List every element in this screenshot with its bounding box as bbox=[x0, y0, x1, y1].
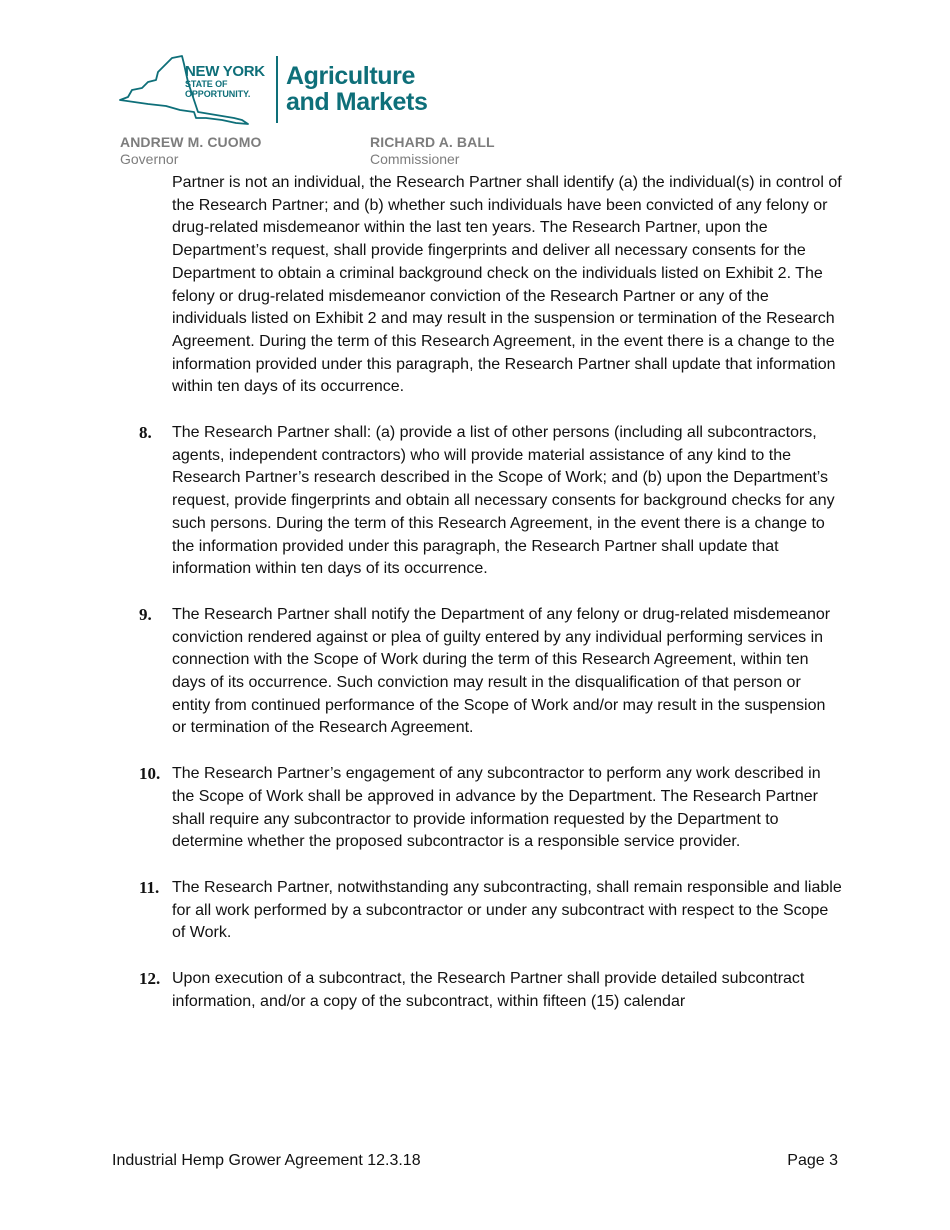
letterhead bbox=[118, 54, 538, 169]
document-body bbox=[0, 172, 950, 1037]
official-role: Governor bbox=[120, 151, 179, 167]
list-item-10 bbox=[139, 763, 842, 854]
item-number: 12. bbox=[139, 969, 161, 989]
agency-line-2: and Markets bbox=[286, 88, 428, 116]
official-governor bbox=[120, 134, 262, 167]
footer-document-title: Industrial Hemp Grower Agreement 12.3.18 bbox=[112, 1152, 421, 1169]
wordmark-line-1: NEW YORK bbox=[185, 63, 265, 80]
item-text: The Research Partner, notwithstanding any subcontracting, shall remain responsible and liable for all work performed by a subcontractor or under any subcontract with respect to the Scope of Work. bbox=[172, 878, 842, 942]
official-role: Commissioner bbox=[370, 151, 460, 167]
item-number: 9. bbox=[139, 604, 152, 624]
list-item-11 bbox=[139, 877, 842, 945]
item-number: 8. bbox=[139, 423, 152, 443]
item-text: The Research Partner’s engagement of any subcontractor to perform any work described in the Scope of Work shall be approved in advance by the Department. The Research Partner shall require any subcontractor to provide information requested by the Department to determine whether the proposed subcontractor is a responsible service provider. bbox=[172, 765, 821, 851]
wordmark-line-2: STATE OF bbox=[185, 79, 228, 89]
agency-line-1: Agriculture bbox=[286, 62, 415, 90]
letterhead-divider bbox=[276, 56, 278, 123]
list-item-12 bbox=[139, 968, 842, 1013]
list-item-8 bbox=[139, 422, 842, 581]
item-number: 11. bbox=[139, 877, 160, 897]
agency-name bbox=[286, 63, 428, 115]
list-item-9 bbox=[139, 604, 842, 740]
wordmark-line-3: OPPORTUNITY. bbox=[185, 89, 251, 99]
item-text: Upon execution of a subcontract, the Research Partner shall provide detailed subcontract information, and/or a copy of the subcontract, within fifteen (15) calendar bbox=[172, 970, 805, 1010]
ny-state-wordmark bbox=[185, 64, 265, 99]
item-number: 10. bbox=[139, 764, 161, 784]
item-text: The Research Partner shall notify the Department of any felony or drug-related misdemeanor conviction rendered against or plea of guilty entered by any individual performing services in connection with the Scope of Work during the term of this Research Agreement, within ten days of its occurrence. Such conviction may result in the disqualification of that person or entity from continued performance of the Scope of Work and/or may result in the suspension or termination of the Research Agreement. bbox=[172, 605, 831, 737]
official-name: RICHARD A. BALL bbox=[370, 134, 495, 150]
item-text: The Research Partner shall: (a) provide a list of other persons (including all subcontractors, agents, independent contractors) who will provide material assistance of any kind to the Research Partner’s research described in the Scope of Work; and (b) upon the Department’s request, provide fingerprints and obtain all necessary consents for background checks for any such persons. During the term of this Research Agreement, in the event there is a change to the information provided under this paragraph, the Research Partner shall update that information within ten days of its occurrence. bbox=[172, 424, 835, 578]
official-name: ANDREW M. CUOMO bbox=[120, 134, 262, 150]
continuation-paragraph: Partner is not an individual, the Research Partner shall identify (a) the individual(s) in control of the Research Partner; and (b) whether such individuals have been convicted of any felony or drug-related misdemeanor within the last ten years. The Research Partner, upon the Department’s request, shall provide fingerprints and deliver all necessary consents for the Department to obtain a criminal background check on the individuals listed on Exhibit 2. The felony or drug-related misdemeanor conviction of the Research Partner or any of the individuals listed on Exhibit 2 and may result in the suspension or termination of the Research Agreement. During the term of this Research Agreement, in the event there is a change to the information provided under this paragraph, the Research Partner shall update that information within ten days of its occurrence. bbox=[172, 174, 842, 396]
footer-page-number: Page 3 bbox=[787, 1152, 838, 1169]
official-commissioner bbox=[370, 134, 495, 167]
